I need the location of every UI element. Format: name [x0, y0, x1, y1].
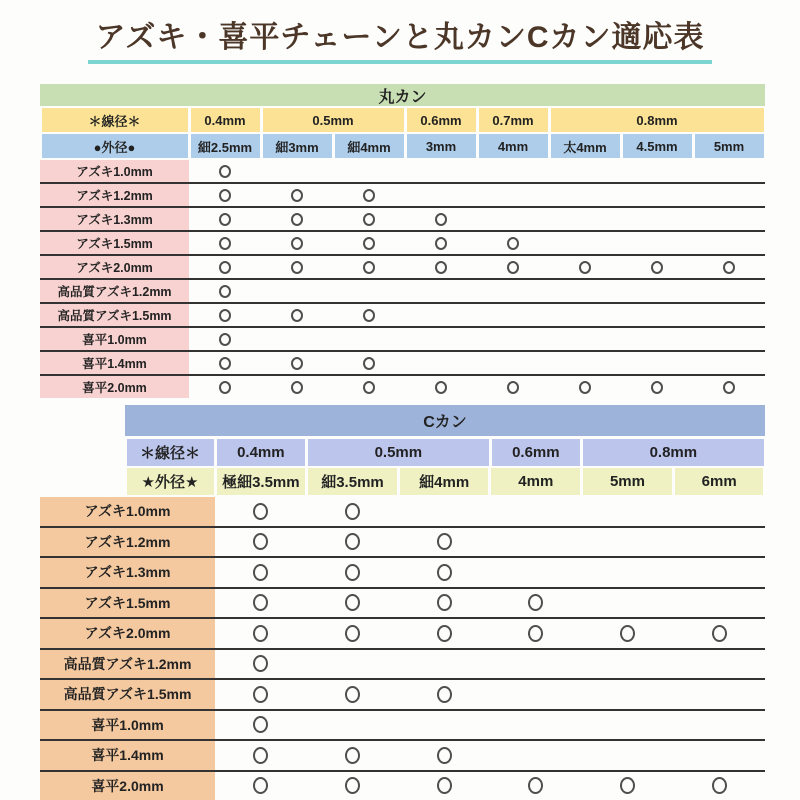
mark-cell	[582, 497, 674, 526]
compatible-circle-icon	[528, 594, 543, 611]
mark-cell	[693, 160, 765, 182]
compatible-circle-icon	[437, 594, 452, 611]
mark-cell	[582, 680, 674, 709]
mark-cell	[477, 160, 549, 182]
mark-cell	[398, 680, 490, 709]
mark-cell	[405, 208, 477, 230]
compatible-circle-icon	[363, 213, 375, 226]
table-row	[40, 280, 765, 302]
compatible-circle-icon	[345, 533, 360, 550]
mark-cell	[490, 589, 582, 618]
mark-cell	[477, 208, 549, 230]
mark-cell	[673, 589, 765, 618]
table-row	[40, 208, 765, 230]
outer-diameter-row	[40, 134, 765, 158]
mark-cell	[621, 352, 693, 374]
row-label: 高品質アズキ1.2mm	[40, 650, 215, 679]
outer-diameter-row	[40, 468, 765, 495]
mark-cell	[693, 376, 765, 398]
outer-diameter-header: 極細3.5mm	[215, 468, 307, 495]
compatible-circle-icon	[219, 357, 231, 370]
mark-cell	[398, 558, 490, 587]
wire-diameter-header: 0.6mm	[405, 108, 477, 132]
mark-cell	[261, 304, 333, 326]
compatible-circle-icon	[253, 686, 268, 703]
mark-cell	[621, 160, 693, 182]
compatible-circle-icon	[363, 237, 375, 250]
compatible-circle-icon	[363, 189, 375, 202]
mark-cell	[673, 619, 765, 648]
row-label: アズキ1.0mm	[40, 497, 215, 526]
compatible-circle-icon	[528, 777, 543, 794]
mark-cell	[673, 680, 765, 709]
mark-cell	[215, 741, 307, 770]
mark-cell	[307, 650, 399, 679]
compatible-circle-icon	[437, 564, 452, 581]
mark-cell	[405, 160, 477, 182]
outer-diameter-header: 細4mm	[398, 468, 490, 495]
compatible-circle-icon	[579, 381, 591, 394]
mark-cell	[215, 680, 307, 709]
compatible-circle-icon	[345, 777, 360, 794]
table-row	[40, 328, 765, 350]
mark-cell	[398, 589, 490, 618]
mark-cell	[398, 741, 490, 770]
mark-cell	[549, 256, 621, 278]
compatible-circle-icon	[219, 165, 231, 178]
mark-cell	[333, 208, 405, 230]
table-row	[40, 256, 765, 278]
mark-cell	[549, 328, 621, 350]
compatible-circle-icon	[363, 309, 375, 322]
compatible-circle-icon	[253, 655, 268, 672]
mark-cell	[673, 741, 765, 770]
wire-diameter-header: 0.4mm	[189, 108, 261, 132]
mark-cell	[582, 589, 674, 618]
mark-cell	[333, 280, 405, 302]
mark-cell	[405, 304, 477, 326]
mark-cell	[398, 772, 490, 800]
compatible-circle-icon	[253, 747, 268, 764]
page-title-wrap	[0, 12, 800, 64]
mark-cell	[621, 208, 693, 230]
row-label: 喜平1.4mm	[40, 352, 189, 374]
row-label: 喜平2.0mm	[40, 772, 215, 800]
mark-cell	[261, 352, 333, 374]
compatible-circle-icon	[435, 261, 447, 274]
mark-cell	[582, 772, 674, 800]
mark-cell	[189, 160, 261, 182]
mark-cell	[307, 741, 399, 770]
compatible-circle-icon	[253, 564, 268, 581]
mark-cell	[398, 497, 490, 526]
outer-diameter-header: 細2.5mm	[189, 134, 261, 158]
wire-diameter-header: 0.4mm	[215, 439, 307, 466]
mark-cell	[490, 650, 582, 679]
compatible-circle-icon	[253, 503, 268, 520]
mark-cell	[307, 711, 399, 740]
mark-cell	[261, 280, 333, 302]
mark-cell	[621, 184, 693, 206]
mark-cell	[405, 232, 477, 254]
compatible-circle-icon	[437, 686, 452, 703]
mark-cell	[398, 528, 490, 557]
mark-cell	[333, 304, 405, 326]
mark-cell	[215, 650, 307, 679]
table-row	[40, 352, 765, 374]
mark-cell	[490, 558, 582, 587]
mark-cell	[673, 772, 765, 800]
outer-diameter-label: ★外径★	[125, 468, 215, 495]
mark-cell	[398, 650, 490, 679]
compatible-circle-icon	[291, 309, 303, 322]
table-row	[40, 589, 765, 618]
wire-diameter-row	[40, 439, 765, 466]
mark-cell	[582, 558, 674, 587]
compatible-circle-icon	[437, 625, 452, 642]
table-title: Cカン	[125, 405, 765, 436]
compatible-circle-icon	[363, 357, 375, 370]
row-label: アズキ1.3mm	[40, 208, 189, 230]
page-title: アズキ・喜平チェーンと丸カンCカン適応表	[88, 12, 713, 64]
table-row	[40, 772, 765, 800]
table-row	[40, 711, 765, 740]
row-label: 喜平1.0mm	[40, 328, 189, 350]
compatible-circle-icon	[363, 261, 375, 274]
compatible-circle-icon	[345, 564, 360, 581]
compatible-circle-icon	[620, 625, 635, 642]
table-row	[40, 376, 765, 398]
mark-cell	[621, 304, 693, 326]
row-label: アズキ2.0mm	[40, 619, 215, 648]
mark-cell	[333, 328, 405, 350]
compatible-circle-icon	[345, 594, 360, 611]
mark-cell	[693, 232, 765, 254]
mark-cell	[477, 352, 549, 374]
mark-cell	[477, 304, 549, 326]
mark-cell	[693, 256, 765, 278]
table-title: 丸カン	[40, 84, 765, 106]
compatible-circle-icon	[253, 625, 268, 642]
mark-cell	[490, 497, 582, 526]
outer-diameter-header: 細3mm	[261, 134, 333, 158]
outer-diameter-header: 細3.5mm	[307, 468, 399, 495]
outer-diameter-header: 4.5mm	[621, 134, 693, 158]
outer-diameter-header: 4mm	[490, 468, 582, 495]
mark-cell	[582, 619, 674, 648]
mark-cell	[215, 558, 307, 587]
wire-diameter-header: 0.8mm	[582, 439, 765, 466]
mark-cell	[693, 304, 765, 326]
wire-diameter-label: ＊線径＊	[125, 439, 215, 466]
mark-cell	[333, 256, 405, 278]
table-row	[40, 528, 765, 557]
mark-cell	[215, 497, 307, 526]
mark-cell	[189, 376, 261, 398]
table-row	[40, 232, 765, 254]
mark-cell	[549, 232, 621, 254]
outer-diameter-header: 6mm	[673, 468, 765, 495]
mark-cell	[189, 256, 261, 278]
mark-cell	[189, 328, 261, 350]
mark-cell	[189, 184, 261, 206]
compatible-circle-icon	[253, 777, 268, 794]
compatible-circle-icon	[528, 625, 543, 642]
outer-diameter-header: 3mm	[405, 134, 477, 158]
row-label: 喜平1.0mm	[40, 711, 215, 740]
mark-cell	[693, 208, 765, 230]
wire-diameter-header: 0.6mm	[490, 439, 582, 466]
mark-cell	[477, 184, 549, 206]
mark-cell	[307, 558, 399, 587]
row-label: 高品質アズキ1.5mm	[40, 304, 189, 326]
compatible-circle-icon	[579, 261, 591, 274]
mark-cell	[549, 376, 621, 398]
mark-cell	[189, 208, 261, 230]
mark-cell	[189, 280, 261, 302]
mark-cell	[405, 256, 477, 278]
mark-cell	[673, 558, 765, 587]
mark-cell	[261, 160, 333, 182]
outer-diameter-header: 太4mm	[549, 134, 621, 158]
compatible-circle-icon	[253, 533, 268, 550]
row-label: アズキ1.2mm	[40, 528, 215, 557]
outer-diameter-header: 5mm	[582, 468, 674, 495]
compatible-circle-icon	[291, 213, 303, 226]
compatible-circle-icon	[219, 261, 231, 274]
mark-cell	[261, 328, 333, 350]
row-label: アズキ1.5mm	[40, 232, 189, 254]
mark-cell	[307, 680, 399, 709]
compatible-circle-icon	[712, 777, 727, 794]
mark-cell	[673, 528, 765, 557]
row-label: 高品質アズキ1.5mm	[40, 680, 215, 709]
mark-cell	[307, 772, 399, 800]
mark-cell	[307, 619, 399, 648]
table-row	[40, 558, 765, 587]
mark-cell	[215, 589, 307, 618]
row-label: 高品質アズキ1.2mm	[40, 280, 189, 302]
compatible-circle-icon	[219, 213, 231, 226]
table-title-row	[40, 84, 765, 106]
compatible-circle-icon	[651, 261, 663, 274]
mark-cell	[477, 256, 549, 278]
mark-cell	[333, 376, 405, 398]
row-label: 喜平2.0mm	[40, 376, 189, 398]
compatible-circle-icon	[219, 237, 231, 250]
mark-cell	[261, 232, 333, 254]
row-label: 喜平1.4mm	[40, 741, 215, 770]
wire-diameter-label: ＊線径＊	[40, 108, 189, 132]
compatible-circle-icon	[435, 381, 447, 394]
mark-cell	[405, 328, 477, 350]
mark-cell	[582, 711, 674, 740]
mark-cell	[621, 256, 693, 278]
mark-cell	[621, 328, 693, 350]
mark-cell	[693, 280, 765, 302]
outer-diameter-header: 細4mm	[333, 134, 405, 158]
outer-diameter-header: 4mm	[477, 134, 549, 158]
table-row	[40, 160, 765, 182]
mark-cell	[549, 184, 621, 206]
mark-cell	[189, 232, 261, 254]
mark-cell	[477, 376, 549, 398]
mark-cell	[490, 619, 582, 648]
compatible-circle-icon	[507, 381, 519, 394]
mark-cell	[333, 160, 405, 182]
mark-cell	[549, 208, 621, 230]
mark-cell	[582, 528, 674, 557]
wire-diameter-header: 0.8mm	[549, 108, 765, 132]
mark-cell	[582, 741, 674, 770]
mark-cell	[307, 497, 399, 526]
mark-cell	[549, 160, 621, 182]
wire-diameter-row	[40, 108, 765, 132]
mark-cell	[405, 352, 477, 374]
outer-diameter-header: 5mm	[693, 134, 765, 158]
mark-cell	[621, 232, 693, 254]
compatible-circle-icon	[219, 189, 231, 202]
compatible-circle-icon	[723, 261, 735, 274]
table-row	[40, 741, 765, 770]
mark-cell	[693, 328, 765, 350]
mark-cell	[405, 184, 477, 206]
compatible-circle-icon	[723, 381, 735, 394]
mark-cell	[673, 711, 765, 740]
table-row	[40, 650, 765, 679]
compatible-circle-icon	[219, 381, 231, 394]
mark-cell	[215, 711, 307, 740]
mark-cell	[621, 376, 693, 398]
compatible-circle-icon	[291, 237, 303, 250]
table-row	[40, 184, 765, 206]
mark-cell	[215, 619, 307, 648]
compatible-circle-icon	[345, 747, 360, 764]
row-label: アズキ2.0mm	[40, 256, 189, 278]
mark-cell	[333, 352, 405, 374]
compatible-circle-icon	[435, 237, 447, 250]
compatible-circle-icon	[437, 777, 452, 794]
outer-diameter-label: ●外径●	[40, 134, 189, 158]
mark-cell	[189, 352, 261, 374]
mark-cell	[673, 497, 765, 526]
mark-cell	[490, 680, 582, 709]
compatible-circle-icon	[291, 261, 303, 274]
mark-cell	[490, 772, 582, 800]
mark-cell	[490, 711, 582, 740]
mark-cell	[549, 304, 621, 326]
compatible-circle-icon	[345, 686, 360, 703]
compatible-circle-icon	[435, 213, 447, 226]
compatible-circle-icon	[345, 625, 360, 642]
compatible-circle-icon	[363, 381, 375, 394]
compatible-circle-icon	[345, 503, 360, 520]
compatible-circle-icon	[219, 309, 231, 322]
compatible-circle-icon	[291, 357, 303, 370]
compatible-circle-icon	[651, 381, 663, 394]
table-row	[40, 619, 765, 648]
wire-diameter-header: 0.7mm	[477, 108, 549, 132]
mark-cell	[333, 232, 405, 254]
mark-cell	[582, 650, 674, 679]
compatible-circle-icon	[620, 777, 635, 794]
mark-cell	[477, 280, 549, 302]
compatible-circle-icon	[291, 189, 303, 202]
marukan-table	[40, 84, 765, 398]
compatible-circle-icon	[253, 594, 268, 611]
wire-diameter-header: 0.5mm	[261, 108, 405, 132]
mark-cell	[261, 256, 333, 278]
mark-cell	[189, 304, 261, 326]
mark-cell	[261, 208, 333, 230]
mark-cell	[490, 741, 582, 770]
compatible-circle-icon	[291, 381, 303, 394]
row-label: アズキ1.5mm	[40, 589, 215, 618]
compatible-circle-icon	[219, 333, 231, 346]
ckan-table	[40, 405, 765, 800]
table-row	[40, 680, 765, 709]
mark-cell	[693, 352, 765, 374]
mark-cell	[398, 619, 490, 648]
mark-cell	[477, 328, 549, 350]
mark-cell	[307, 589, 399, 618]
mark-cell	[621, 280, 693, 302]
mark-cell	[549, 280, 621, 302]
row-label: アズキ1.0mm	[40, 160, 189, 182]
compatible-circle-icon	[253, 716, 268, 733]
row-label: アズキ1.3mm	[40, 558, 215, 587]
mark-cell	[477, 232, 549, 254]
row-label: アズキ1.2mm	[40, 184, 189, 206]
compatible-circle-icon	[437, 747, 452, 764]
mark-cell	[693, 184, 765, 206]
mark-cell	[333, 184, 405, 206]
mark-cell	[673, 650, 765, 679]
table-row	[40, 497, 765, 526]
compatible-circle-icon	[507, 261, 519, 274]
mark-cell	[549, 352, 621, 374]
compatible-circle-icon	[507, 237, 519, 250]
compatible-circle-icon	[712, 625, 727, 642]
mark-cell	[490, 528, 582, 557]
mark-cell	[405, 280, 477, 302]
mark-cell	[215, 528, 307, 557]
table-title-row	[40, 405, 765, 436]
compatible-circle-icon	[437, 533, 452, 550]
compatible-circle-icon	[219, 285, 231, 298]
mark-cell	[215, 772, 307, 800]
mark-cell	[261, 184, 333, 206]
mark-cell	[307, 528, 399, 557]
mark-cell	[398, 711, 490, 740]
table-row	[40, 304, 765, 326]
mark-cell	[405, 376, 477, 398]
mark-cell	[261, 376, 333, 398]
wire-diameter-header: 0.5mm	[307, 439, 490, 466]
